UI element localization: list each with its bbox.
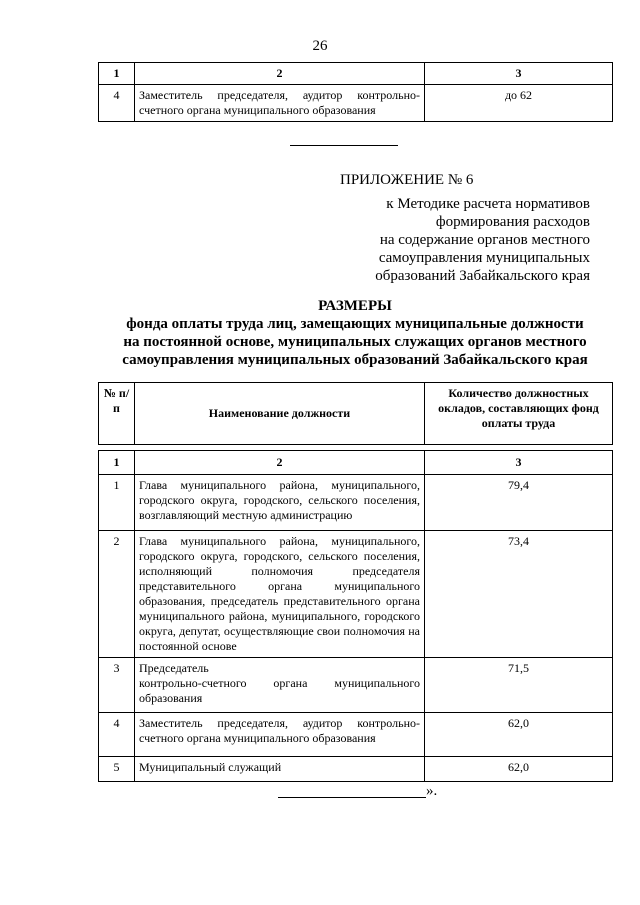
- salary-value: 62,0: [425, 713, 613, 757]
- salary-value: 79,4: [425, 475, 613, 531]
- column-number-3: 3: [425, 63, 613, 85]
- position-name: [135, 658, 425, 713]
- numbering-row: [99, 451, 613, 475]
- position-name: Муниципальный служащий: [135, 757, 425, 782]
- row-number: 3: [99, 658, 135, 713]
- appendix-title: ПРИЛОЖЕНИЕ № 6: [340, 172, 474, 188]
- column-number-2: 2: [135, 63, 425, 85]
- appendix-line: на содержание органов местного: [379, 232, 590, 248]
- column-number-1: 1: [99, 451, 135, 475]
- page-number: 26: [312, 38, 328, 54]
- position-name: Заместитель председателя, аудитор контрольно-счетного органа муниципального образования: [135, 713, 425, 757]
- position-name: Глава муниципального района, муниципального, городского округа, городского, сельского поселения, исполняющий полномочия председателя представительного органа муниципального образования, председатель представительного органа муниципального района, муниципального, городского округа, депутат, осуществляющие свои полномочия на постоянной основе: [135, 531, 425, 658]
- appendix-subtitle: [330, 195, 590, 285]
- heading-title: РАЗМЕРЫ: [318, 298, 392, 314]
- header-position: Наименование должности: [135, 383, 425, 445]
- main-table: [98, 450, 613, 782]
- appendix-line: образований Забайкальского края: [375, 268, 590, 284]
- appendix-line: формирования расходов: [435, 214, 590, 230]
- salary-value: до 62: [425, 85, 613, 122]
- row-number: 5: [99, 757, 135, 782]
- main-table-header: [98, 382, 613, 445]
- heading-line: на постоянной основе, муниципальных служащих органов местного: [123, 334, 587, 350]
- heading-line: фонда оплаты труда лиц, замещающих муниципальные должности: [126, 316, 584, 332]
- column-number-3: 3: [425, 451, 613, 475]
- table-row: [99, 85, 613, 122]
- table-row: [99, 757, 613, 782]
- position-name-line: образования: [139, 691, 203, 705]
- position-name-line: контрольно-счетного органа муниципального: [139, 676, 420, 690]
- column-number-1: 1: [99, 63, 135, 85]
- closing-mark: ».: [426, 783, 438, 799]
- salary-value: 73,4: [425, 531, 613, 658]
- row-number: 4: [99, 713, 135, 757]
- table-row: [99, 713, 613, 757]
- continuation-table: [98, 62, 613, 122]
- row-number: 1: [99, 475, 135, 531]
- table-row: [99, 531, 613, 658]
- row-number: 4: [99, 85, 135, 122]
- heading-line: самоуправления муниципальных образований Забайкальского края: [122, 352, 588, 368]
- column-number-2: 2: [135, 451, 425, 475]
- salary-value: 71,5: [425, 658, 613, 713]
- document-heading: [100, 297, 610, 369]
- closing-line: [278, 797, 426, 798]
- row-number: 2: [99, 531, 135, 658]
- separator-line: [290, 145, 398, 146]
- position-name-line: Председатель: [139, 661, 209, 675]
- header-number: № п/п: [99, 383, 135, 445]
- table-row: [99, 658, 613, 713]
- table-header-row: [99, 383, 613, 445]
- appendix-line: самоуправления муниципальных: [378, 250, 590, 266]
- appendix-line: к Методике расчета нормативов: [386, 196, 590, 212]
- position-name: Заместитель председателя, аудитор контрольно-счетного органа муниципального образования: [135, 85, 425, 122]
- table-header-row: [99, 63, 613, 85]
- position-name: Глава муниципального района, муниципального, городского округа, городского, сельского поселения, возглавляющий местную администрацию: [135, 475, 425, 531]
- salary-value: 62,0: [425, 757, 613, 782]
- header-salary-count: Количество должностных окладов, составляющих фонд оплаты труда: [425, 383, 613, 445]
- table-row: [99, 475, 613, 531]
